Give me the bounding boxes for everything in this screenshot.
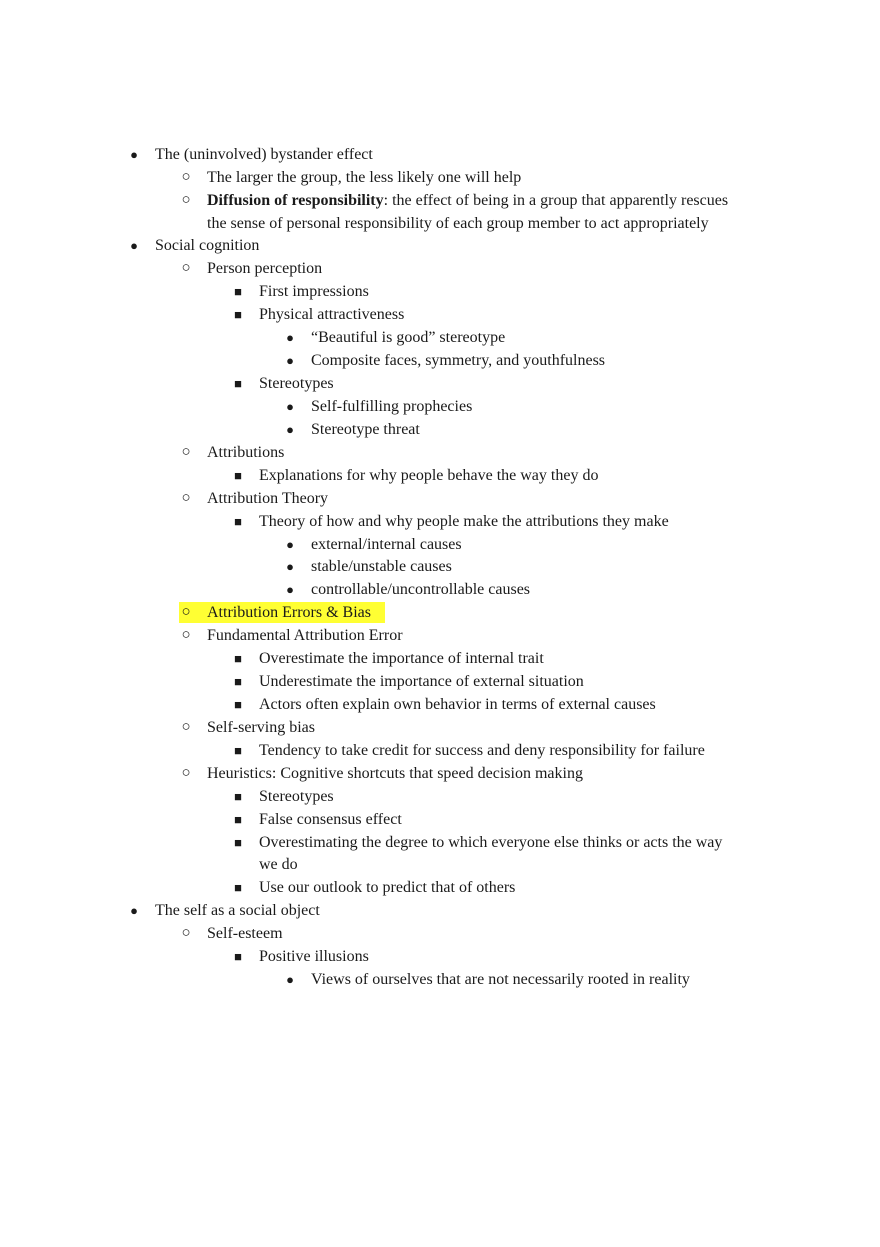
bullet-circle: ○ bbox=[181, 604, 191, 620]
item-text: Actors often explain own behavior in terms of external causes bbox=[259, 696, 656, 713]
list-item-level-2 bbox=[0, 762, 880, 785]
term-bold: Diffusion of responsibility bbox=[207, 192, 384, 209]
item-text: The self as a social object bbox=[155, 902, 320, 919]
list-item-level-3 bbox=[0, 510, 880, 533]
list-item-level-3 bbox=[0, 785, 880, 808]
list-item-level-3 bbox=[0, 693, 880, 716]
bullet-square: ■ bbox=[234, 376, 242, 391]
item-text: Stereotypes bbox=[259, 375, 334, 392]
term-definition: : the effect of being in a group that apparently rescues bbox=[383, 192, 729, 209]
item-text: Positive illusions bbox=[259, 948, 369, 965]
item-text: Overestimating the degree to which everyone else thinks or acts the way bbox=[259, 834, 723, 851]
list-item-level-2 bbox=[0, 189, 880, 212]
bullet-circle: ○ bbox=[181, 192, 191, 208]
list-item-level-3 bbox=[0, 739, 880, 762]
item-text: Underestimate the importance of external situation bbox=[259, 673, 584, 690]
item-text: Composite faces, symmetry, and youthfulness bbox=[311, 352, 606, 369]
list-item-level-4 bbox=[0, 555, 880, 578]
list-item-level-2 bbox=[0, 441, 880, 464]
item-text: Views of ourselves that are not necessarily rooted in reality bbox=[311, 971, 690, 988]
bullet-square: ■ bbox=[234, 880, 242, 895]
bullet-square: ■ bbox=[234, 468, 242, 483]
item-text: False consensus effect bbox=[259, 811, 402, 828]
list-item-level-1 bbox=[0, 234, 880, 257]
item-text: Overestimate the importance of internal trait bbox=[259, 650, 544, 667]
list-item-level-4 bbox=[0, 578, 880, 601]
item-text: Social cognition bbox=[155, 237, 260, 254]
list-item-level-1 bbox=[0, 899, 880, 922]
item-text: Explanations for why people behave the way they do bbox=[259, 467, 599, 484]
item-text: external/internal causes bbox=[311, 536, 462, 553]
bullet-disc: ● bbox=[286, 330, 294, 345]
bullet-square: ■ bbox=[234, 307, 242, 322]
item-text: Theory of how and why people make the attributions they make bbox=[259, 513, 669, 530]
bullet-square: ■ bbox=[234, 674, 242, 689]
bullet-circle: ○ bbox=[181, 925, 191, 941]
item-text: stable/unstable causes bbox=[311, 558, 452, 575]
bullet-square: ■ bbox=[234, 835, 242, 850]
item-text: The larger the group, the less likely one will help bbox=[207, 169, 522, 186]
bullet-circle: ○ bbox=[181, 719, 191, 735]
bullet-square: ■ bbox=[234, 697, 242, 712]
bullet-disc: ● bbox=[130, 903, 138, 918]
item-text: Self-serving bias bbox=[207, 719, 315, 736]
list-item-level-2 bbox=[0, 716, 880, 739]
item-text: Physical attractiveness bbox=[259, 306, 405, 323]
list-item-level-3 bbox=[0, 945, 880, 968]
list-item-level-4 bbox=[0, 418, 880, 441]
bullet-square: ■ bbox=[234, 789, 242, 804]
bullet-square: ■ bbox=[234, 651, 242, 666]
item-text: Stereotypes bbox=[259, 788, 334, 805]
list-item-level-3 bbox=[0, 831, 880, 854]
bullet-disc: ● bbox=[130, 238, 138, 253]
bullet-disc: ● bbox=[286, 422, 294, 437]
list-item-level-3 bbox=[0, 876, 880, 899]
bullet-circle: ○ bbox=[181, 260, 191, 276]
item-text: Tendency to take credit for success and deny responsibility for failure bbox=[259, 742, 705, 759]
list-item-continuation bbox=[0, 853, 880, 876]
item-text: Attribution Theory bbox=[207, 490, 329, 507]
bullet-circle: ○ bbox=[181, 444, 191, 460]
list-item-level-2 bbox=[0, 487, 880, 510]
item-text: Attributions bbox=[207, 444, 285, 461]
list-item-level-1 bbox=[0, 143, 880, 166]
bullet-disc: ● bbox=[286, 353, 294, 368]
bullet-disc: ● bbox=[130, 147, 138, 162]
item-text: Attribution Errors & Bias bbox=[207, 604, 371, 621]
bullet-disc: ● bbox=[286, 559, 294, 574]
item-text: “Beautiful is good” stereotype bbox=[311, 329, 506, 346]
list-item-level-2 bbox=[0, 624, 880, 647]
list-item-level-4 bbox=[0, 349, 880, 372]
bullet-square: ■ bbox=[234, 812, 242, 827]
item-text: First impressions bbox=[259, 283, 369, 300]
item-text: Self-esteem bbox=[207, 925, 283, 942]
item-text bbox=[207, 189, 728, 212]
bullet-square: ■ bbox=[234, 514, 242, 529]
item-text: we do bbox=[259, 856, 298, 873]
item-text: Fundamental Attribution Error bbox=[207, 627, 403, 644]
bullet-circle: ○ bbox=[181, 627, 191, 643]
list-item-level-3 bbox=[0, 670, 880, 693]
bullet-circle: ○ bbox=[181, 765, 191, 781]
list-item-level-2 bbox=[0, 922, 880, 945]
bullet-square: ■ bbox=[234, 743, 242, 758]
bullet-disc: ● bbox=[286, 582, 294, 597]
bullet-circle: ○ bbox=[181, 490, 191, 506]
bullet-square: ■ bbox=[234, 949, 242, 964]
bullet-square: ■ bbox=[234, 284, 242, 299]
list-item-level-4 bbox=[0, 533, 880, 556]
item-text: Stereotype threat bbox=[311, 421, 420, 438]
list-item-level-2 bbox=[0, 257, 880, 280]
list-item-level-2-highlighted bbox=[0, 601, 880, 624]
list-item-level-3 bbox=[0, 372, 880, 395]
list-item-continuation bbox=[0, 212, 880, 235]
list-item-level-4 bbox=[0, 326, 880, 349]
bullet-circle: ○ bbox=[181, 169, 191, 185]
item-text: Use our outlook to predict that of others bbox=[259, 879, 516, 896]
bullet-disc: ● bbox=[286, 972, 294, 987]
list-item-level-3 bbox=[0, 647, 880, 670]
list-item-level-3 bbox=[0, 303, 880, 326]
item-text: controllable/uncontrollable causes bbox=[311, 581, 531, 598]
list-item-level-4 bbox=[0, 395, 880, 418]
item-text: Self-fulfilling prophecies bbox=[311, 398, 473, 415]
list-item-level-2 bbox=[0, 166, 880, 189]
item-text: Person perception bbox=[207, 260, 323, 277]
bullet-disc: ● bbox=[286, 537, 294, 552]
item-text: the sense of personal responsibility of each group member to act appropriately bbox=[207, 215, 709, 232]
bullet-disc: ● bbox=[286, 399, 294, 414]
list-item-level-3 bbox=[0, 808, 880, 831]
list-item-level-3 bbox=[0, 280, 880, 303]
item-text: Heuristics: Cognitive shortcuts that speed decision making bbox=[207, 765, 583, 782]
list-item-level-4 bbox=[0, 968, 880, 991]
item-text: The (uninvolved) bystander effect bbox=[155, 146, 373, 163]
list-item-level-3 bbox=[0, 464, 880, 487]
